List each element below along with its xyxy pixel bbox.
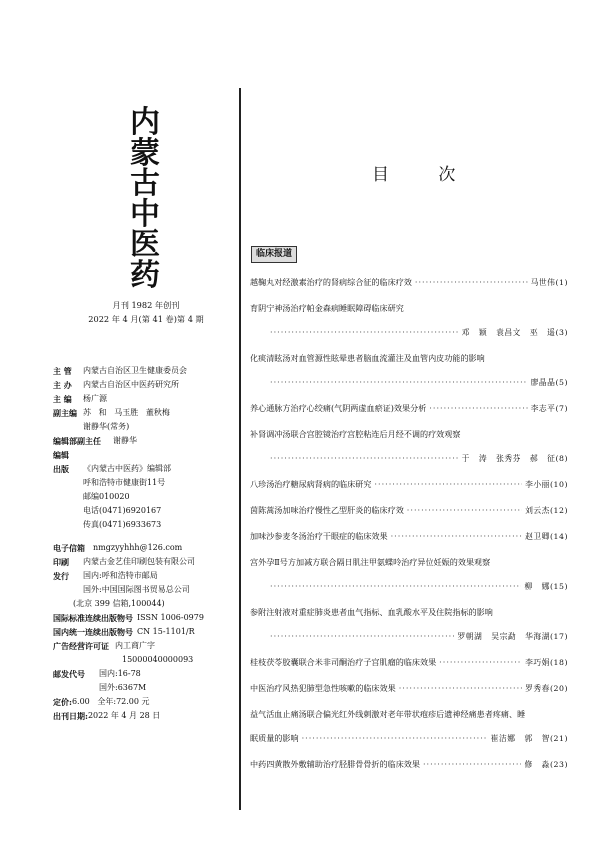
entry-author-page: 崔洁娜 郭 智(21)	[490, 734, 568, 743]
address: 呼和浩特市健康街11号	[83, 478, 166, 487]
entry-title: 茵陈蒿汤加味治疗慢性乙型肝炎的临床疗效	[250, 505, 404, 515]
entry-author-page: 李巧娟(18)	[525, 658, 568, 667]
toc-entry[interactable]	[250, 427, 568, 477]
sponsor-label: 主 管	[53, 366, 72, 376]
entry-title: 育阴宁神汤治疗帕金森病睡眠障碍临床研究	[250, 303, 404, 313]
printer-label: 印刷	[53, 557, 69, 567]
entry-title-continued: 眠质量的影响	[250, 733, 299, 743]
editor-row	[53, 392, 238, 406]
deputy-value: 苏 和 马玉胜 董秋梅	[83, 408, 170, 417]
distribution-label: 发行	[53, 571, 69, 581]
host-label: 主 办	[53, 380, 72, 390]
date-row	[53, 709, 238, 723]
sponsor-value: 内蒙古自治区卫生健康委员会	[83, 366, 187, 375]
sponsor-row	[53, 364, 238, 378]
cn-label: 国内统一连续出版物号	[53, 627, 133, 637]
date-value: 2022 年 4 月 28 日	[87, 711, 161, 720]
entry-title: 宫外孕Ⅱ号方加减方联合隔日肌注甲氨蝶呤治疗异位妊娠的效果观察	[250, 557, 491, 567]
entry-title: 越鞠丸对经激素治疗的肾病综合征的临床疗效	[250, 277, 412, 287]
entry-title: 中药四黄散外敷辅助治疗胫腓骨骨折的临床效果	[250, 759, 420, 769]
host-row	[53, 378, 238, 392]
toc-entry[interactable]	[250, 401, 568, 427]
title-char-3: 古	[130, 166, 160, 201]
entry-title: 参附注射液对重症肺炎患者血气指标、血乳酸水平及住院指标的影响	[250, 607, 493, 617]
journal-title	[116, 105, 174, 293]
toc-entry[interactable]	[250, 529, 568, 555]
toc-list	[250, 275, 568, 783]
toc-entry[interactable]	[250, 757, 568, 783]
toc-entry[interactable]	[250, 555, 568, 605]
deputy-row	[53, 406, 238, 420]
publisher-label: 出版	[53, 464, 69, 474]
entry-author-page: 罗朝湖 吴宗勐 华海湖(17)	[457, 632, 568, 641]
entry-title: 中医治疗风热犯肺型急性咳嗽的临床效果	[250, 683, 396, 693]
printer-row	[53, 555, 238, 569]
issn-label: 国际标准连续出版物号	[53, 613, 133, 623]
email-value: nmgzyyhhh@126.com	[93, 543, 183, 552]
edit-label-row	[53, 448, 238, 462]
editor-label: 主 编	[53, 394, 72, 404]
entry-author-page: 邓 颖 袁昌文 巫 遥(3)	[461, 328, 568, 337]
distribution-value: 国内:呼和浩特市邮局	[83, 571, 158, 580]
toc-entry[interactable]	[250, 351, 568, 401]
title-char-4: 中	[130, 196, 160, 232]
toc-entry[interactable]	[250, 477, 568, 503]
editor-value: 杨广源	[83, 394, 107, 403]
entry-title: 桂枝茯苓胶囊联合米非司酮治疗子宫肌瘤的临床效果	[250, 657, 437, 667]
toc-entry[interactable]	[250, 605, 568, 655]
host-value: 内蒙古自治区中医药研究所	[83, 380, 179, 389]
issn-value: ISSN 1006-0979	[137, 613, 204, 622]
price-value: 6.00 全年:72.00 元	[71, 697, 150, 706]
ad-license-value: 内工商广字	[115, 641, 155, 650]
postal-code-value: 国内:16-78	[99, 669, 141, 678]
telephone: 电话(0471)6920167	[83, 506, 162, 515]
distribution-value-3: (北京 399 信箱,100044)	[73, 599, 165, 608]
entry-title: 八珍汤治疗糖尿病肾病的临床研究	[250, 479, 372, 489]
entry-title: 养心通脉方治疗心绞痛(气阴两虚血瘀证)效果分析	[250, 403, 427, 413]
price-label: 定价:	[53, 697, 72, 707]
section-tag: 临床报道	[251, 246, 297, 263]
price-row	[53, 695, 238, 709]
ad-license-label: 广告经营许可证	[53, 641, 109, 651]
email-label: 电子信箱	[53, 543, 85, 553]
issn-row	[53, 611, 238, 625]
entry-author-page: 马世伟(1)	[530, 278, 568, 287]
printer-value: 内蒙古金艺佳印刷包装有限公司	[83, 557, 195, 566]
toc-entry[interactable]	[250, 681, 568, 707]
column-divider	[239, 88, 241, 810]
toc-entry[interactable]	[250, 655, 568, 681]
edit-deputy-value: 谢静华	[113, 436, 137, 445]
postal-code-label: 邮发代号	[53, 669, 85, 679]
edit-label: 编辑	[53, 450, 69, 460]
entry-author-page: 于 涛 张秀芬 郝 征(8)	[461, 454, 568, 463]
title-char-6: 药	[130, 257, 160, 293]
cn-value: CN 15-1101/R	[137, 627, 195, 636]
entry-title: 加味沙参麦冬汤治疗干眼症的临床效果	[250, 531, 388, 541]
zip-code: 邮编010020	[83, 492, 130, 501]
date-label: 出刊日期:	[53, 711, 88, 721]
title-char-5: 医	[130, 227, 160, 262]
publication-frequency: 月刊 1982 年创刊	[112, 300, 180, 310]
edit-deputy-row	[53, 434, 238, 448]
entry-title: 益气活血止痛汤联合偏光红外线刺激对老年带状疱疹后遗神经痛患者疼痛、睡	[250, 709, 526, 719]
title-char-1: 内	[130, 105, 160, 140]
issue-info: 2022 年 4 月(第 41 卷)第 4 期	[88, 314, 204, 324]
toc-entry[interactable]	[250, 301, 568, 351]
postal-code-value-2: 国外:6367M	[99, 683, 147, 692]
distribution-value-2: 国外:中国国际图书贸易总公司	[83, 585, 190, 594]
deputy-value-2: 谢静华(常务)	[83, 422, 130, 431]
entry-author-page: 柳 娜(15)	[524, 582, 568, 591]
entry-title: 化痰清眩汤对血管源性眩晕患者脑血流灌注及血管内皮功能的影响	[250, 353, 485, 363]
masthead	[53, 364, 238, 723]
entry-author-page: 廖晶晶(5)	[530, 378, 568, 387]
entry-author-page: 罗秀春(20)	[525, 684, 568, 693]
toc-entry[interactable]	[250, 707, 568, 757]
cn-row	[53, 625, 238, 639]
deputy-row-2	[53, 420, 238, 434]
ad-license-row	[53, 639, 238, 653]
entry-author-page: 李小丽(10)	[525, 480, 568, 489]
entry-author-page: 李志平(7)	[530, 404, 568, 413]
publisher-row	[53, 462, 238, 476]
entry-title: 补肾调冲汤联合宫腔镜治疗宫腔粘连后月经不调的疗效观察	[250, 429, 461, 439]
entry-author-page: 修 淼(23)	[524, 760, 568, 769]
entry-author-page: 刘云杰(12)	[525, 506, 568, 515]
toc-entry[interactable]	[250, 503, 568, 529]
distribution-row	[53, 569, 238, 583]
toc-entry[interactable]	[250, 275, 568, 301]
fax: 传真(0471)6933673	[83, 520, 162, 529]
ad-license-number: 15000040000093	[122, 655, 194, 664]
toc-heading: 目 次	[372, 165, 478, 185]
edit-deputy-label: 编辑部副主任	[53, 436, 101, 446]
postal-code-row	[53, 667, 238, 681]
email-row	[53, 541, 238, 555]
deputy-label: 副主编	[53, 408, 77, 418]
entry-author-page: 赵卫卿(14)	[525, 532, 568, 541]
publisher-value: 《内蒙古中医药》编辑部	[83, 464, 171, 473]
title-char-2: 蒙	[130, 135, 160, 171]
